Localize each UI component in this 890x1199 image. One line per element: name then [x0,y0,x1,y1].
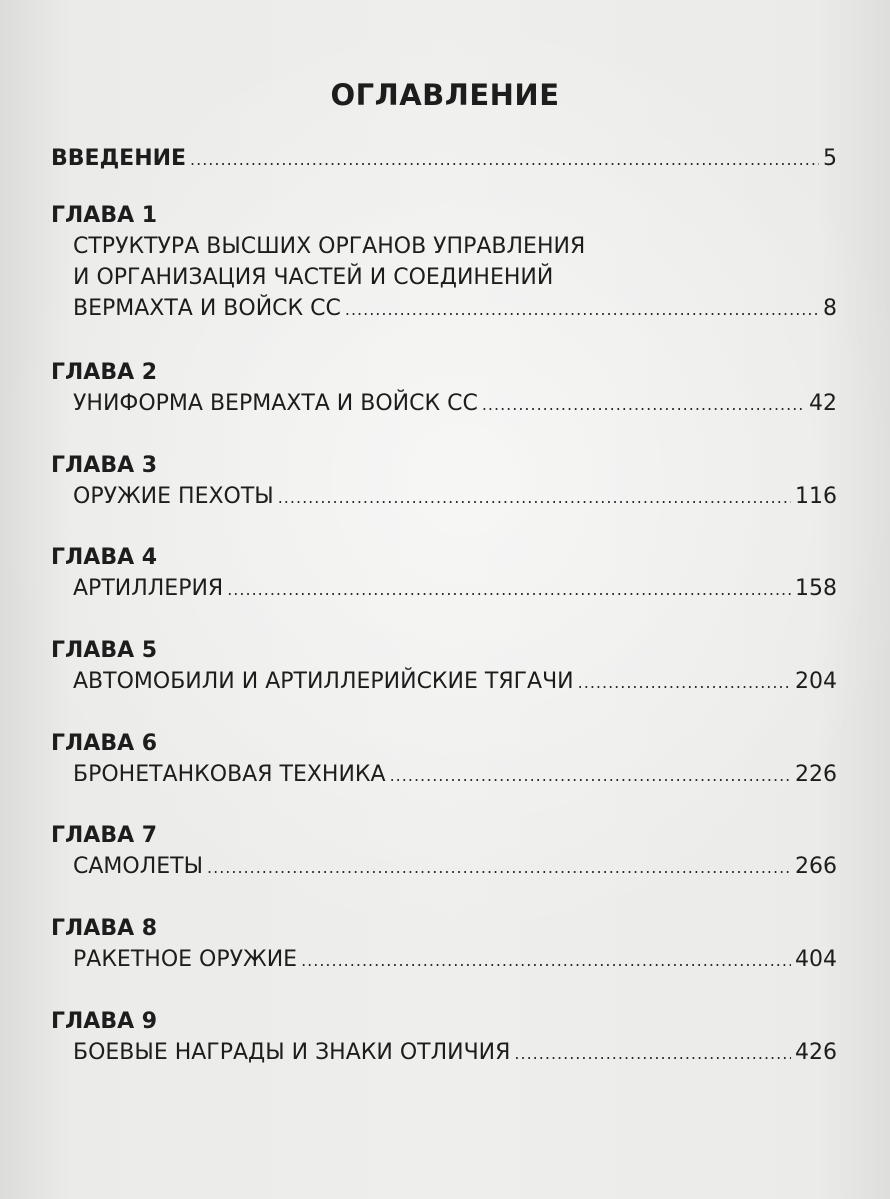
toc-line [73,293,837,324]
page-number: 226 [795,762,837,787]
toc-entry-chapter-7[interactable] [51,821,837,882]
dot-leader [390,760,791,791]
toc-entry-chapter-1[interactable] [51,201,837,324]
chapter-label: ГЛАВА 9 [51,1009,158,1034]
chapter-label: ГЛАВА 6 [51,731,158,756]
dot-leader [207,852,791,883]
dot-leader [190,144,819,175]
page-number: 116 [795,484,837,509]
page-number: 5 [823,146,837,171]
toc-line [73,481,837,512]
toc-line [73,388,837,419]
toc-entry-chapter-6[interactable] [51,729,837,790]
toc-line [51,143,837,174]
toc-line [73,944,837,975]
toc-line [73,573,837,604]
toc-line [73,851,837,882]
chapter-title-block [73,231,837,293]
dot-leader [301,945,791,976]
chapter-label: ГЛАВА 7 [51,823,158,848]
chapter-label: ГЛАВА 4 [51,545,158,570]
chapter-title: САМОЛЕТЫ [73,854,204,879]
toc-entry-title: ВВЕДЕНИЕ [51,146,187,171]
chapter-title: АВТОМОБИЛИ И АРТИЛЛЕРИЙСКИЕ ТЯГАЧИ [73,669,574,694]
chapter-title: ОРУЖИЕ ПЕХОТЫ [73,484,274,509]
page-title: ОГЛАВЛЕНИЕ [330,78,560,112]
toc-entry-chapter-9[interactable] [51,1007,837,1068]
dot-leader [227,574,791,605]
chapter-title: БОЕВЫЕ НАГРАДЫ И ЗНАКИ ОТЛИЧИЯ [73,1040,511,1065]
chapter-title: АРТИЛЛЕРИЯ [73,576,224,601]
chapter-title-line: СТРУКТУРА ВЫСШИХ ОРГАНОВ УПРАВЛЕНИЯ [73,234,586,259]
page-number: 158 [795,576,837,601]
chapter-label: ГЛАВА 3 [51,453,158,478]
dot-leader [578,667,791,698]
page-number: 42 [809,391,837,416]
toc-line [73,666,837,697]
page-number: 266 [795,854,837,879]
chapter-label: ГЛАВА 8 [51,916,158,941]
chapter-title-line: ВЕРМАХТА И ВОЙСК СС [73,296,341,321]
toc-entry-chapter-8[interactable] [51,914,837,975]
toc-entry-chapter-3[interactable] [51,451,837,512]
chapter-title-line: И ОРГАНИЗАЦИЯ ЧАСТЕЙ И СОЕДИНЕНИЙ [73,265,554,290]
dot-leader [514,1038,791,1069]
dot-leader [278,482,791,513]
chapter-label: ГЛАВА 5 [51,638,158,663]
dot-leader [482,389,805,420]
toc-entry-chapter-2[interactable] [51,358,837,419]
dot-leader [345,294,819,325]
chapter-title: УНИФОРМА ВЕРМАХТА И ВОЙСК СС [73,391,478,416]
page-number: 8 [823,296,837,321]
page-number: 204 [795,669,837,694]
toc-entry-chapter-5[interactable] [51,636,837,697]
toc-entry-chapter-4[interactable] [51,543,837,604]
chapter-label: ГЛАВА 2 [51,360,158,385]
toc-line [73,1037,837,1068]
chapter-title: РАКЕТНОЕ ОРУЖИЕ [73,947,298,972]
page-number: 404 [795,947,837,972]
chapter-title: БРОНЕТАНКОВАЯ ТЕХНИКА [73,762,386,787]
toc-line [73,759,837,790]
toc-entry-intro[interactable] [51,143,837,174]
page-number: 426 [795,1040,837,1065]
chapter-label: ГЛАВА 1 [51,203,158,228]
